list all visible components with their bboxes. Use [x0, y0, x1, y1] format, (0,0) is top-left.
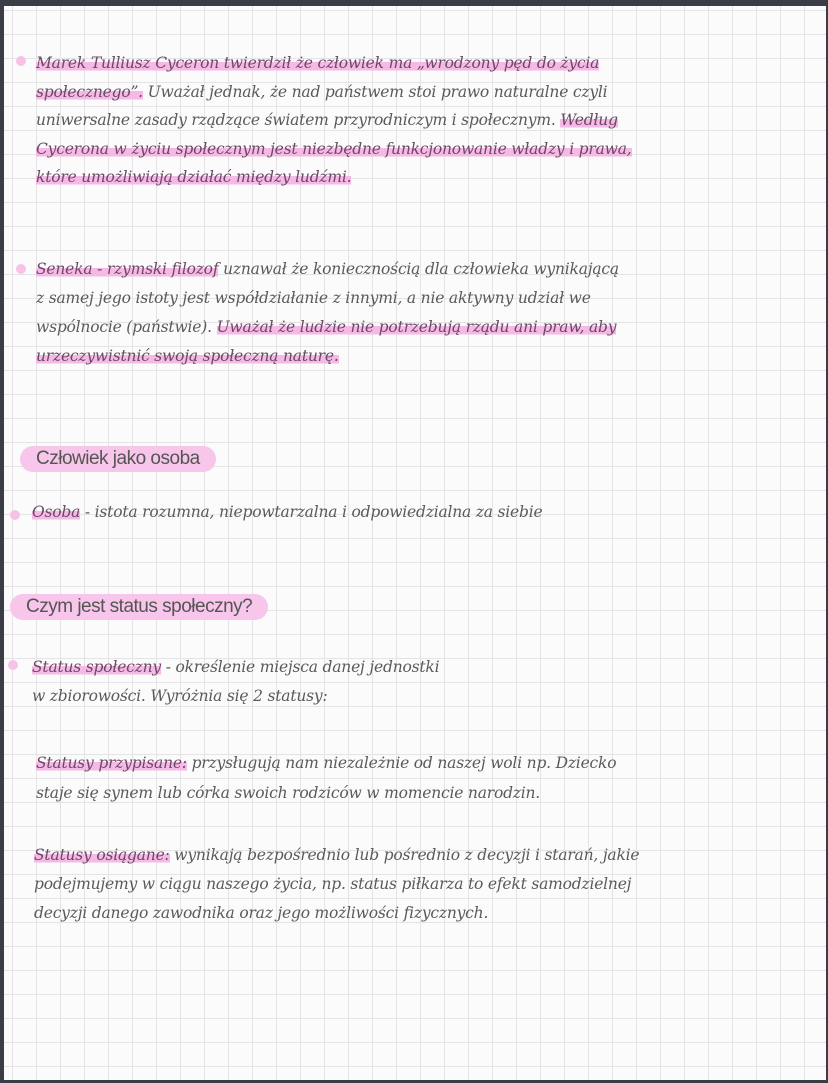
highlighted-text: Statusy przypisane: — [36, 754, 187, 772]
text-line — [36, 318, 616, 336]
highlighted-text: Uważał że ludzie nie potrzebują rządu ani praw, aby — [216, 318, 617, 336]
highlighted-text: Statusy osiągane: — [34, 846, 170, 864]
text-line — [36, 260, 619, 278]
highlighted-text: które umożliwiają działać między ludźmi. — [36, 168, 352, 186]
highlighted-text: Seneka - rzymski filozof — [36, 260, 219, 278]
text-segment: przysługują nam niezależnie od naszej woli np. Dziecko — [186, 754, 617, 772]
bullet-dot — [16, 264, 26, 274]
notebook-page — [4, 6, 826, 1080]
text-segment: - istota rozumna, niepowtarzalna i odpowiedzialna za siebie — [80, 503, 543, 521]
text-segment: z samej jego istoty jest współdziałanie z innymi, a nie aktywny udział we — [36, 289, 591, 307]
text-line — [36, 784, 540, 802]
text-segment: decyzji danego zawodnika oraz jego możliwości fizycznych. — [34, 904, 489, 922]
bullet-dot — [10, 510, 20, 520]
text-segment: uznawał że koniecznością dla człowieka wynikającą — [218, 260, 619, 278]
text-segment: wspólnocie (państwie). — [36, 318, 217, 336]
highlighted-text: społecznego”. — [36, 82, 143, 101]
text-line — [36, 83, 607, 101]
bullet-dot — [16, 56, 26, 66]
text-line — [36, 289, 591, 307]
highlighted-text: Cycerona w życiu społecznym jest niezbędne funkcjonowanie władzy i prawa, — [36, 139, 632, 158]
highlighted-text: Według — [560, 111, 618, 129]
section-heading-person: Człowiek jako osoba — [20, 446, 216, 472]
text-segment: - określenie miejsca danej jednostki — [160, 658, 440, 676]
text-line — [36, 754, 616, 772]
text-line — [32, 503, 542, 521]
text-line — [34, 875, 631, 893]
section-heading-status: Czym jest status społeczny? — [10, 594, 268, 620]
highlighted-text: Status społeczny — [32, 658, 161, 676]
bullet-dot — [8, 660, 18, 670]
text-segment: w zbiorowości. Wyróżnia się 2 statusy: — [32, 687, 328, 705]
text-line — [36, 168, 351, 186]
text-line — [36, 54, 599, 72]
text-line — [32, 658, 439, 676]
text-segment: staje się synem lub córka swoich rodziców w momencie narodzin. — [36, 784, 541, 802]
text-line — [36, 111, 618, 129]
text-segment: wynikają bezpośrednio lub pośrednio z decyzji i starań, jakie — [169, 846, 640, 864]
text-line — [36, 140, 632, 158]
highlighted-text: Osoba — [32, 503, 81, 521]
text-segment: Uważał jednak, że nad państwem stoi prawo naturalne czyli — [142, 82, 608, 101]
text-line — [32, 687, 328, 705]
text-segment: uniwersalne zasady rządzące światem przyrodniczym i społecznym. — [36, 111, 561, 129]
text-line — [34, 904, 488, 922]
text-segment: podejmujemy w ciągu naszego życia, np. status piłkarza to efekt samodzielnej — [34, 875, 632, 893]
highlighted-text: urzeczywistnić swoją społeczną naturę. — [36, 347, 339, 365]
text-line — [34, 846, 639, 864]
text-line — [36, 347, 339, 365]
highlighted-text: Marek Tulliusz Cyceron twierdził że człowiek ma „wrodzony pęd do życia — [36, 54, 600, 72]
